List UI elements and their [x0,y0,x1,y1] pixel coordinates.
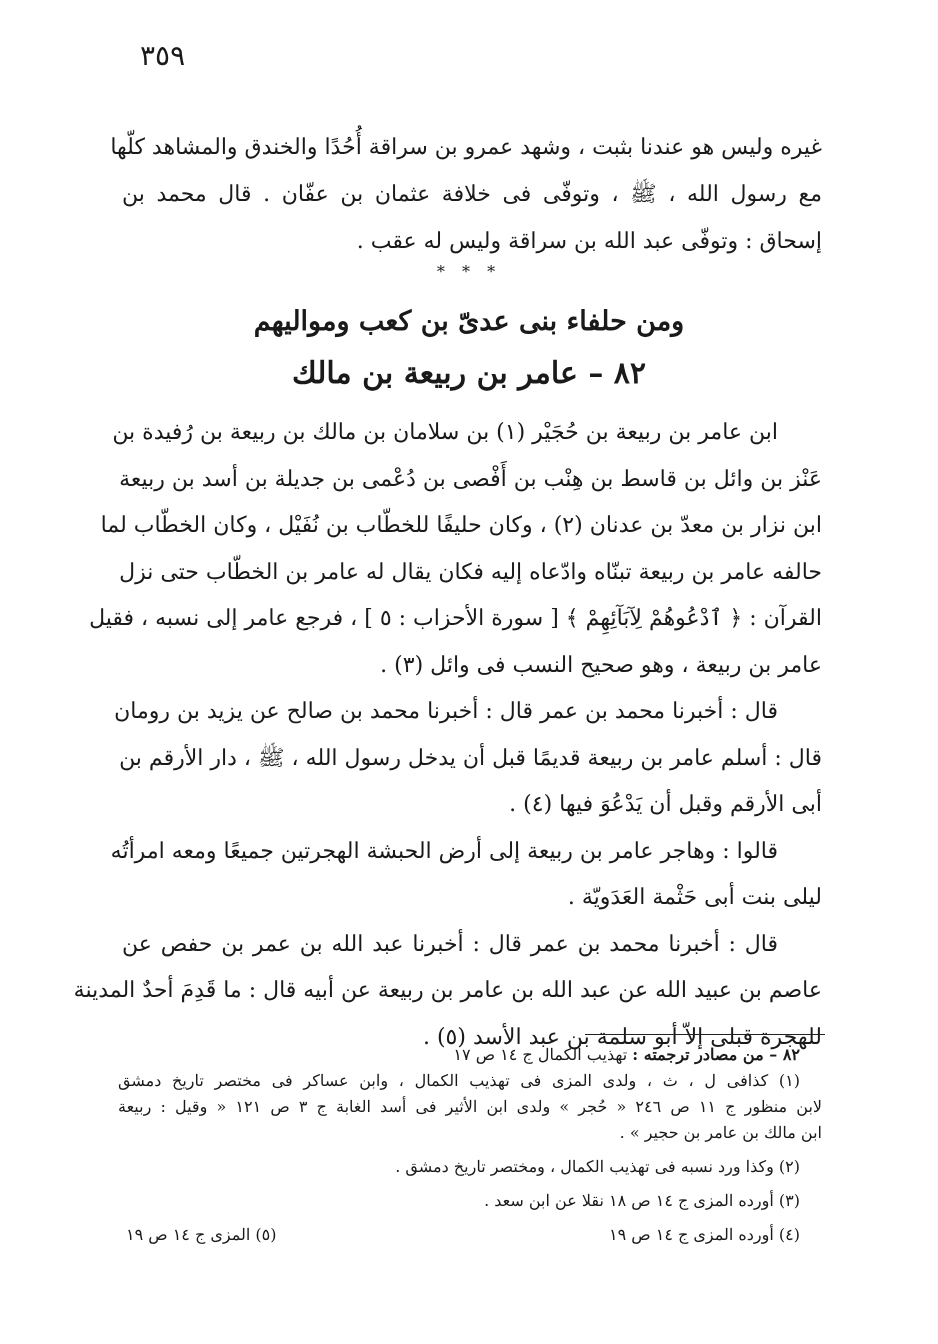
footnote-3: (٣) أورده المزى ج ١٤ ص ١٨ نقلا عن ابن سعد . [484,1191,800,1210]
entry-body [73,410,822,1061]
footnote-sources-text: تهذيب الكمال ج ١٤ ص ١٧ [453,1045,628,1064]
page-number: ٣٥٩ [140,39,186,72]
text-line: قال : أخبرنا محمد بن عمر قال : أخبرنا محمد بن صالح عن يزيد بن رومان [114,699,778,724]
footnote-row [118,1222,822,1248]
footnote-5: (٥) المزى ج ١٤ ص ١٩ [126,1225,277,1244]
text-line: عَنْز بن وائل بن قاسط بن هِنْب بن أَفْصى بن دُعْمى بن جديلة بن أسد بن ربيعة [119,466,822,492]
text-line: إسحاق : وتوفّى عبد الله بن سراقة وليس له عقب . [356,229,822,254]
paragraph [110,829,822,922]
text-line: مع رسول الله ، ﷺ ، وتوفّى فى خلافة عثمان بن عفّان . قال محمد بن [122,182,822,207]
paragraph [89,410,822,689]
footnotes [118,1042,822,1248]
footnote-1-line: لابن منظور ج ١١ ص ٢٤٦ « حُجر » ولدى ابن الأثير فى أسد الغابة ج ٣ ص ١٢١ « وقيل : ربيعة [118,1097,823,1116]
footnote-1-line: ابن مالك بن عامر بن حجير » . [619,1123,822,1142]
section-separator: * * * [436,262,502,281]
footnote-4: (٤) أورده المزى ج ١٤ ص ١٩ [609,1225,800,1244]
paragraph [73,922,822,1062]
text-line: القرآن : ﴿ ٱدْعُوهُمْ لِآبَآئِهِمْ ﴾ [ سورة الأحزاب : ٥ ] ، فرجع عامر إلى نسبه ، فقيل [89,606,822,631]
text-line: عاصم بن عبيد الله عن عبد الله بن عامر بن ربيعة عن أبيه قال : ما قَدِمَ أحدٌ المدينة [73,978,822,1003]
text-line: قال : أخبرنا محمد بن عمر قال : أخبرنا عبد الله بن عمر بن حفص عن [122,931,778,957]
text-line: ابن نزار بن معدّ بن عدنان (٢) ، وكان حليفًا للخطّاب بن نُفَيْل ، وكان الخطّاب لما [100,513,822,538]
footnote-sources-label: ٨٢ – من مصادر ترجمته : [632,1045,800,1064]
footnote-sources [118,1042,822,1068]
footnote-1-line: (١) كذافى ل ، ث ، ولدى المزى فى تهذيب الكمال ، وابن عساكر فى مختصر تاريخ دمشق [118,1071,801,1090]
section-heading: ومن حلفاء بنى عدىّ بن كعب ومواليهم [253,306,685,337]
text-line: ليلى بنت أبى حَثْمة العَدَويّة . [567,885,822,910]
paragraph [114,689,822,829]
text-line: ابن عامر بن ربيعة بن حُجَيْر (١) بن سلامان بن مالك بن ربيعة بن رُفيدة بن [112,420,778,445]
footnote-2: (٢) وكذا ورد نسبه فى تهذيب الكمال ، ومختصر تاريخ دمشق . [395,1157,800,1176]
text-line: غيره وليس هو عندنا بثبت ، وشهد عمرو بن سراقة أُحُدًا والخندق والمشاهد كلّها [110,135,822,160]
text-line: قالوا : وهاجر عامر بن ربيعة إلى أرض الحبشة الهجرتين جميعًا ومعه امرأتُه [110,838,778,864]
footnote-rule [585,1034,825,1035]
intro-text [110,124,822,265]
text-line: قال : أسلم عامر بن ربيعة قديمًا قبل أن يدخل رسول الله ، ﷺ ، دار الأرقم بن [119,745,822,771]
text-line: حالفه عامر بن ربيعة تبنّاه وادّعاه إليه فكان يقال له عامر بن الخطّاب حتى نزل [119,559,822,585]
text-line: عامر بن ربيعة ، وهو صحيح النسب فى وائل (٣) . [380,652,822,678]
text-line: للهجرة قبلى إلاّ أبو سلمة بن عبد الأسد (٥) . [422,1024,822,1050]
text-line: أبى الأرقم وقبل أن يَدْعُوَ فيها (٤) . [509,792,822,817]
entry-heading: ٨٢ – عامر بن ربيعة بن مالك [291,356,647,391]
